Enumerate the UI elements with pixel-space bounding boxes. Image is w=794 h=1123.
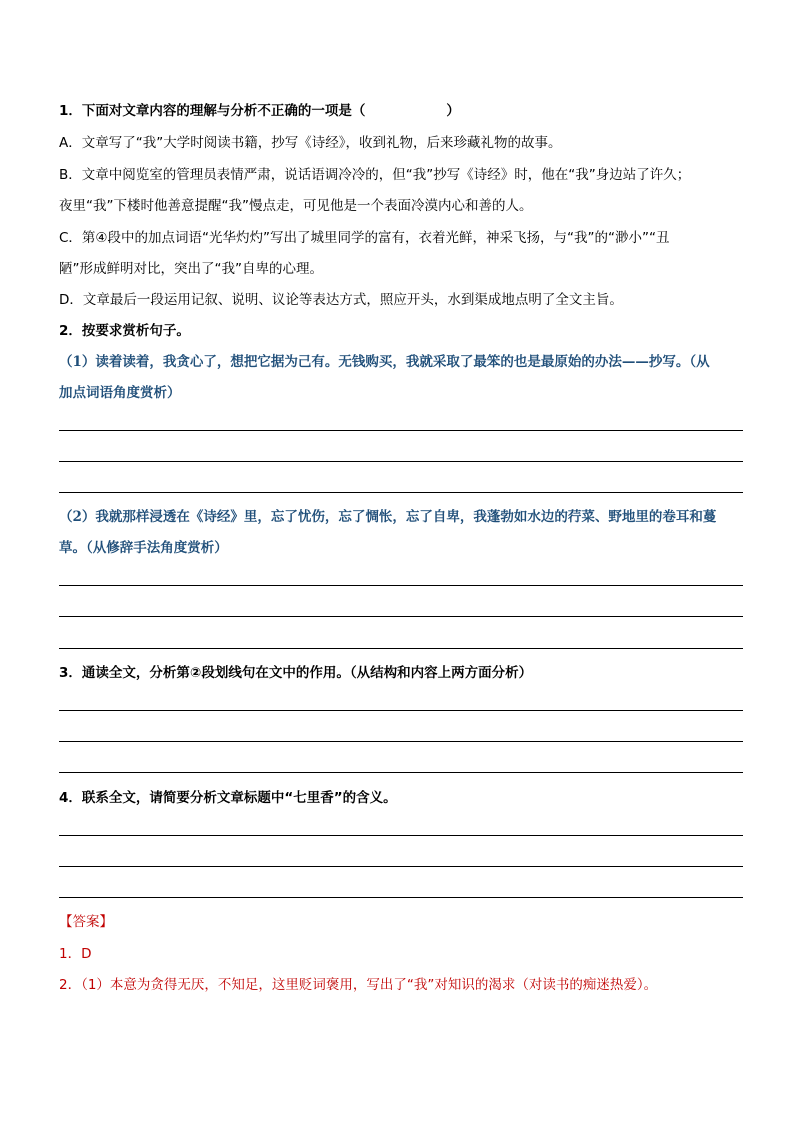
answer-line[interactable] xyxy=(59,616,743,617)
answer-line[interactable] xyxy=(59,461,743,462)
question-1-option-c-line1: C．第④段中的加点词语“光华灼灼”写出了城里同学的富有，衣着光鲜，神采飞扬，与“我”的“渺小”“丑 xyxy=(59,230,670,246)
question-1-option-d: D．文章最后一段运用记叙、说明、议论等表达方式，照应开头，水到渠成地点明了全文主旨。 xyxy=(59,292,623,308)
question-2-sub2-line2: 草。（从修辞手法角度赏析） xyxy=(59,540,228,556)
question-4-stem: 4．联系全文，请简要分析文章标题中“七里香”的含义。 xyxy=(59,790,397,806)
answer-line[interactable] xyxy=(59,835,743,836)
question-2-sub2-line1: （2）我就那样浸透在《诗经》里，忘了忧伤，忘了惆怅，忘了自卑，我蓬勃如水边的荇菜、野地里的卷耳和蔓 xyxy=(59,509,717,525)
question-3-stem: 3．通读全文，分析第②段划线句在文中的作用。（从结构和内容上两方面分析） xyxy=(59,665,533,681)
question-1-option-a: A．文章写了“我”大学时阅读书籍，抄写《诗经》，收到礼物，后来珍藏礼物的故事。 xyxy=(59,135,562,151)
answer-line[interactable] xyxy=(59,585,743,586)
question-1-option-c-line2: 陋”形成鲜明对比，突出了“我”自卑的心理。 xyxy=(59,261,323,277)
question-1-stem: 1．下面对文章内容的理解与分析不正确的一项是（ ） xyxy=(59,103,460,119)
answer-line[interactable] xyxy=(59,772,743,773)
answer-line[interactable] xyxy=(59,741,743,742)
answer-line[interactable] xyxy=(59,866,743,867)
question-2-stem: 2．按要求赏析句子。 xyxy=(59,323,190,339)
answer-header: 【答案】 xyxy=(59,914,113,930)
answer-line[interactable] xyxy=(59,897,743,898)
answer-line[interactable] xyxy=(59,648,743,649)
answer-line[interactable] xyxy=(59,430,743,431)
answer-line[interactable] xyxy=(59,710,743,711)
answer-2: 2．（1）本意为贪得无厌，不知足，这里贬词褒用，写出了“我”对知识的渴求（对读书的痴迷热爱）。 xyxy=(59,977,658,993)
question-1-option-b-line2: 夜里“我”下楼时他善意提醒“我”慢点走，可见他是一个表面冷漠内心和善的人。 xyxy=(59,198,533,214)
answer-1: 1．D xyxy=(59,946,92,962)
answer-line[interactable] xyxy=(59,492,743,493)
question-2-sub1-line1: （1）读着读着，我贪心了，想把它据为己有。无钱购买，我就采取了最笨的也是最原始的办法——抄写。（从 xyxy=(59,354,710,370)
question-1-option-b-line1: B．文章中阅览室的管理员表情严肃，说话语调冷冷的，但“我”抄写《诗经》时，他在“我”身边站了许久； xyxy=(59,167,691,183)
question-2-sub1-line2: 加点词语角度赏析） xyxy=(59,385,181,401)
